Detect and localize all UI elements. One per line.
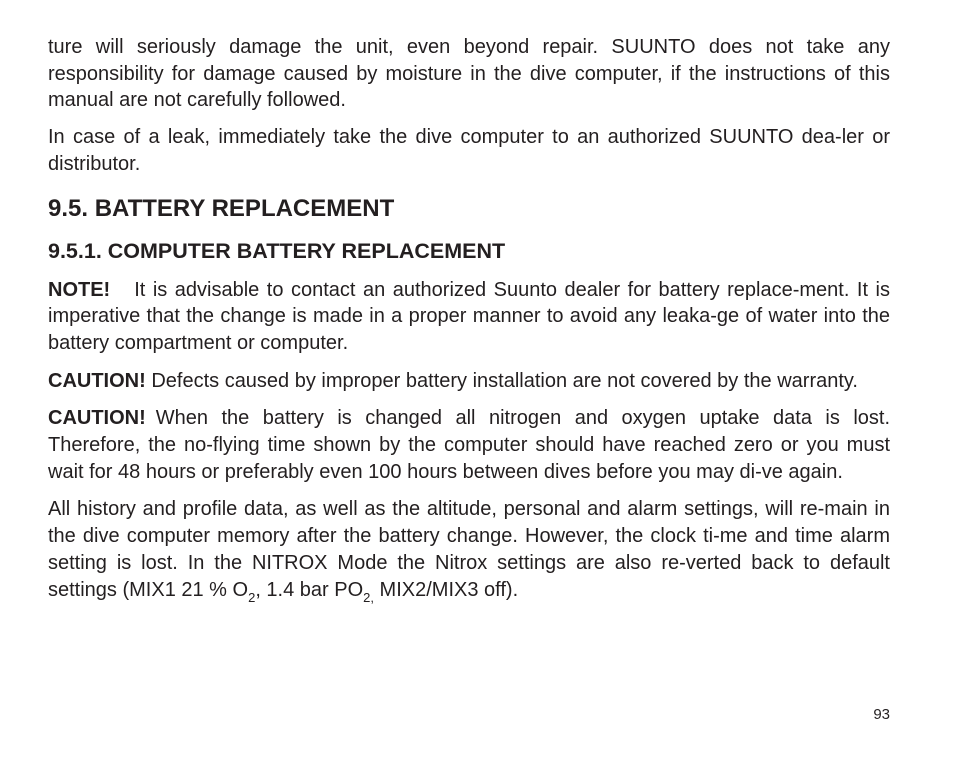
caution-text: Defects caused by improper battery installation are not covered by the warranty. bbox=[151, 369, 858, 392]
caution-label: CAUTION! bbox=[48, 369, 146, 392]
o2-subscript: 2 bbox=[248, 589, 256, 605]
settings-text-po2: , 1.4 bar PO bbox=[255, 578, 364, 601]
settings-text-end: MIX2/MIX3 off). bbox=[374, 578, 519, 601]
settings-text: All history and profile data, as well as the altitude, personal and alarm settings, will re-main in the dive computer memory after the battery change. However, the clock ti-me and time alarm setting is lost. In the NITROX Mode the Nitrox settings are also re-verted back to default settings (MIX1 21 % O bbox=[48, 498, 890, 601]
note-paragraph bbox=[48, 277, 890, 357]
paragraph-settings-retained bbox=[48, 496, 890, 603]
page-number: 93 bbox=[873, 706, 890, 723]
paragraph-water-damage: ture will seriously damage the unit, even beyond repair. SUUNTO does not take any responsibility for damage caused by moisture in the dive computer, if the instructions of this manual are not carefully followed. bbox=[48, 36, 890, 112]
section-heading: 9.5. BATTERY REPLACEMENT bbox=[48, 194, 395, 222]
po2-subscript: 2, bbox=[363, 589, 374, 605]
subsection-heading: 9.5.1. COMPUTER BATTERY REPLACEMENT bbox=[48, 238, 506, 263]
caution-label: CAUTION! bbox=[48, 407, 146, 430]
caution-paragraph-warranty bbox=[48, 368, 890, 395]
note-text: It is advisable to contact an authorized Suunto dealer for battery replace-ment. It is imperative that the change is made in a proper manner to avoid any leaka-ge of water into the battery compartment or computer. bbox=[48, 278, 890, 354]
caution-text: When the battery is changed all nitrogen and oxygen uptake data is lost. Therefore, the no-flying time shown by the computer should have reached zero or you must wait for 48 hours or preferably even 100 hours between dives before you may di-ve again. bbox=[48, 407, 890, 483]
paragraph-leak: In case of a leak, immediately take the dive computer to an authorized SUUNTO dea-ler or distributor. bbox=[48, 126, 890, 175]
note-label: NOTE! bbox=[48, 278, 111, 301]
manual-page bbox=[48, 34, 890, 603]
caution-paragraph-data-loss bbox=[48, 405, 890, 485]
